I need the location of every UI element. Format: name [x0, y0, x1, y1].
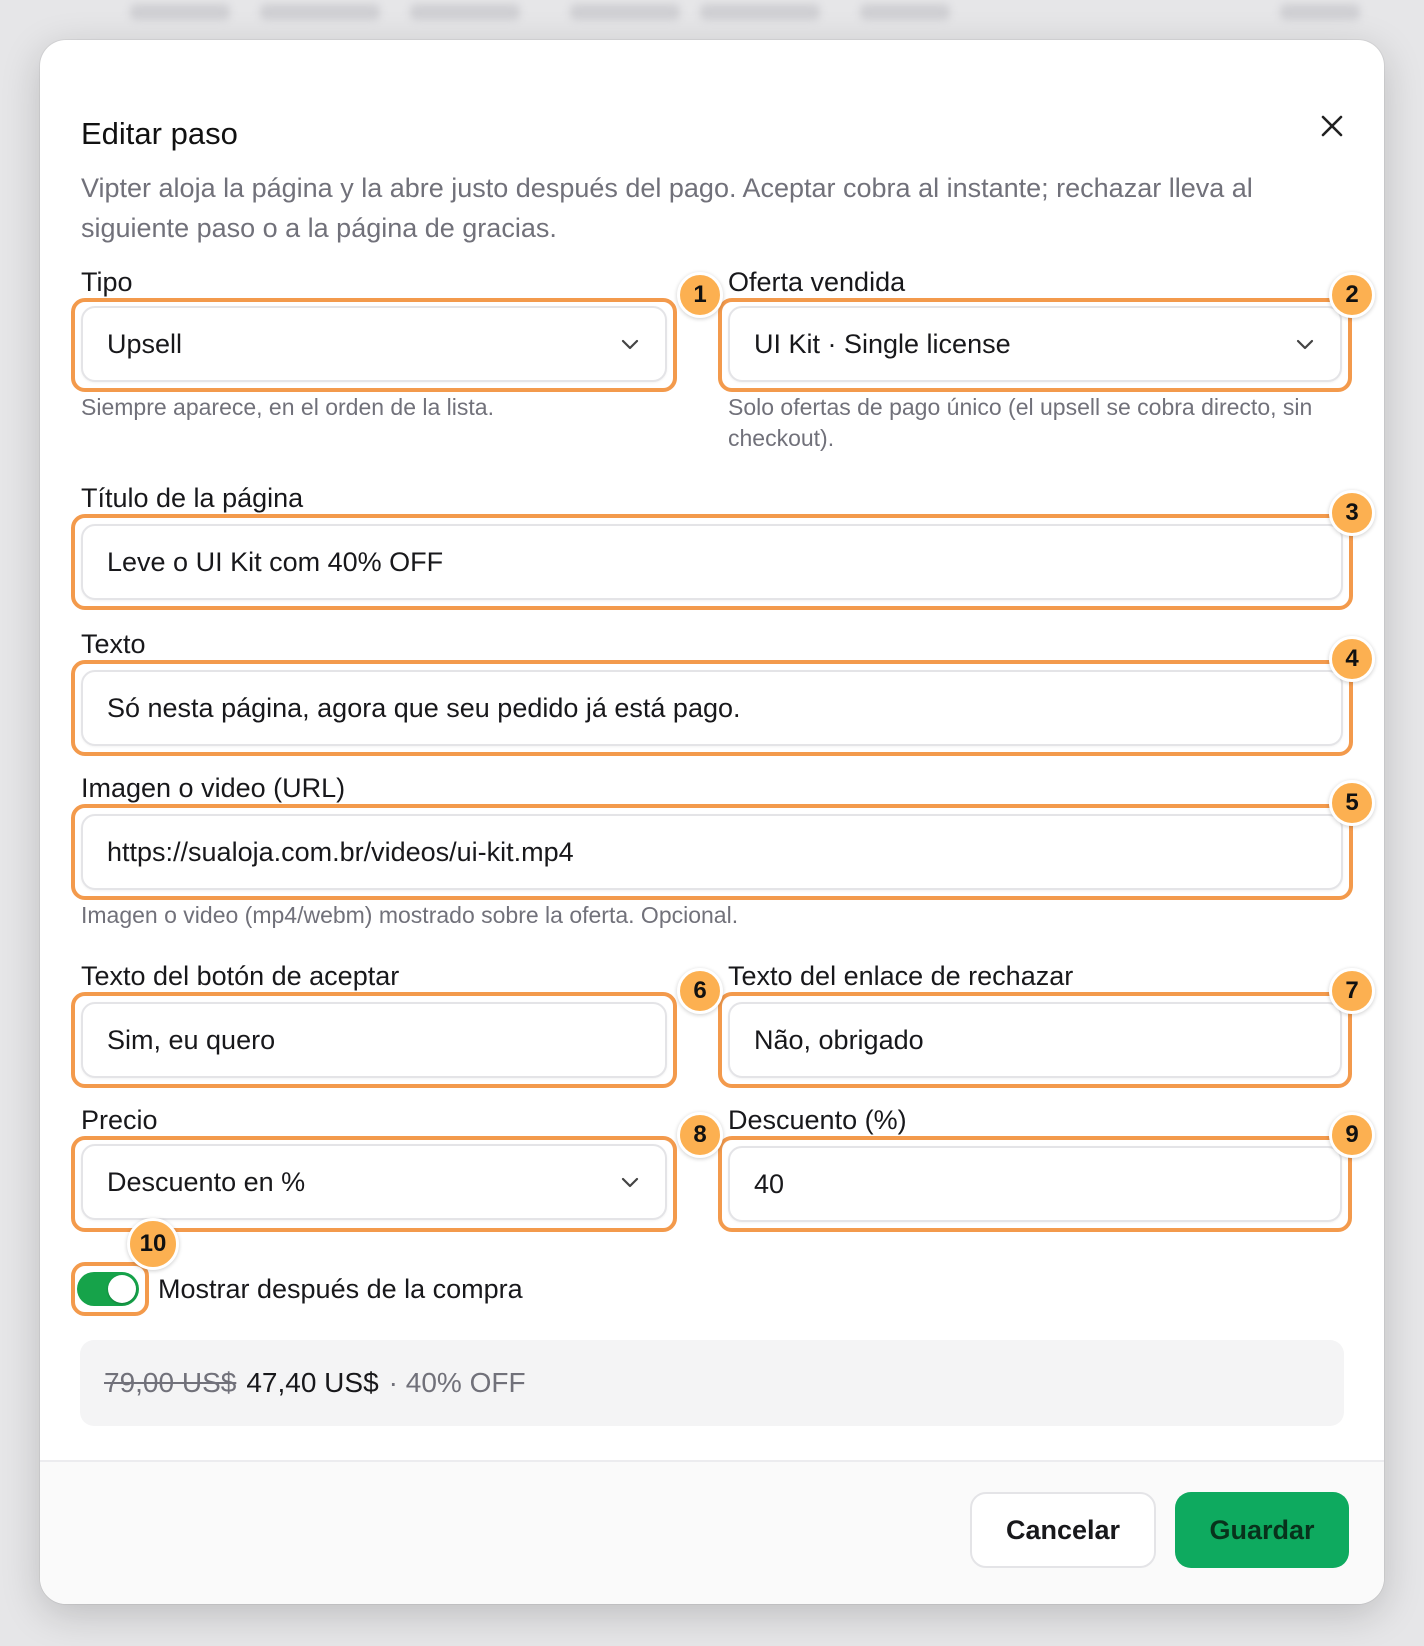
dialog-description: Vipter aloja la página y la abre justo después del pago. Aceptar cobra al instante; rechazar lleva al siguiente paso o a la página de gracias. — [81, 173, 1253, 243]
oferta-value: UI Kit · Single license — [754, 328, 1011, 359]
badge-2: 2 — [1329, 272, 1375, 318]
badge-3: 3 — [1329, 490, 1375, 536]
imagen-hint: Imagen o video (mp4/webm) mostrado sobre la oferta. Opcional. — [81, 902, 739, 928]
rechazar-label: Texto del enlace de rechazar — [728, 961, 1074, 991]
titulo-value: Leve o UI Kit com 40% OFF — [107, 546, 444, 577]
rechazar-input[interactable] — [728, 1002, 1342, 1078]
texto-label: Texto — [81, 629, 146, 659]
tipo-value: Upsell — [107, 328, 183, 359]
texto-input[interactable] — [81, 670, 1343, 746]
badge-10: 10 — [127, 1218, 179, 1270]
imagen-value: https://sualoja.com.br/videos/ui-kit.mp4 — [107, 836, 574, 867]
discount-off: · 40% OFF — [388, 1367, 526, 1398]
toggle-label: Mostrar después de la compra — [158, 1274, 523, 1304]
titulo-input[interactable] — [81, 524, 1343, 600]
badge-7: 7 — [1329, 968, 1375, 1014]
badge-6: 6 — [677, 968, 723, 1014]
aceptar-label: Texto del botón de aceptar — [81, 961, 400, 991]
dialog-title: Editar paso — [81, 116, 238, 151]
precio-select[interactable] — [81, 1144, 667, 1220]
aceptar-value: Sim, eu quero — [107, 1024, 276, 1055]
chevron-down-icon — [619, 1171, 641, 1193]
oferta-label: Oferta vendida — [728, 267, 906, 297]
edit-step-dialog — [40, 40, 1384, 1604]
cancel-button[interactable]: Cancelar — [970, 1492, 1156, 1568]
descuento-label: Descuento (%) — [728, 1105, 907, 1135]
badge-9: 9 — [1329, 1112, 1375, 1158]
toggle-knob — [108, 1275, 136, 1303]
oferta-hint: Solo ofertas de pago único (el upsell se cobra directo, sin checkout). — [728, 394, 1313, 451]
price-summary — [80, 1340, 1344, 1426]
texto-value: Só nesta página, agora que seu pedido já está pago. — [107, 692, 741, 723]
descuento-value: 40 — [754, 1168, 785, 1199]
old-price: 79,00 US$ — [104, 1367, 237, 1398]
badge-4: 4 — [1329, 636, 1375, 682]
aceptar-input[interactable] — [81, 1002, 667, 1078]
save-button[interactable]: Guardar — [1175, 1492, 1349, 1568]
rechazar-value: Não, obrigado — [754, 1024, 924, 1055]
oferta-select[interactable] — [728, 306, 1342, 382]
descuento-input[interactable] — [728, 1146, 1342, 1222]
badge-5: 5 — [1329, 780, 1375, 826]
tipo-label: Tipo — [81, 267, 133, 297]
chevron-down-icon — [1294, 333, 1316, 355]
tipo-select[interactable] — [81, 306, 667, 382]
show-after-purchase-toggle[interactable] — [77, 1272, 139, 1306]
imagen-url-input[interactable] — [81, 814, 1343, 890]
imagen-label: Imagen o video (URL) — [81, 773, 346, 803]
badge-1: 1 — [677, 272, 723, 318]
badge-8: 8 — [677, 1112, 723, 1158]
titulo-label: Título de la página — [81, 483, 304, 513]
precio-label: Precio — [81, 1105, 158, 1135]
tipo-hint: Siempre aparece, en el orden de la lista. — [81, 394, 494, 420]
close-icon[interactable] — [1314, 108, 1350, 144]
precio-value: Descuento en % — [107, 1166, 306, 1197]
new-price: 47,40 US$ — [246, 1367, 379, 1398]
footer-divider — [40, 1460, 1384, 1462]
chevron-down-icon — [619, 333, 641, 355]
